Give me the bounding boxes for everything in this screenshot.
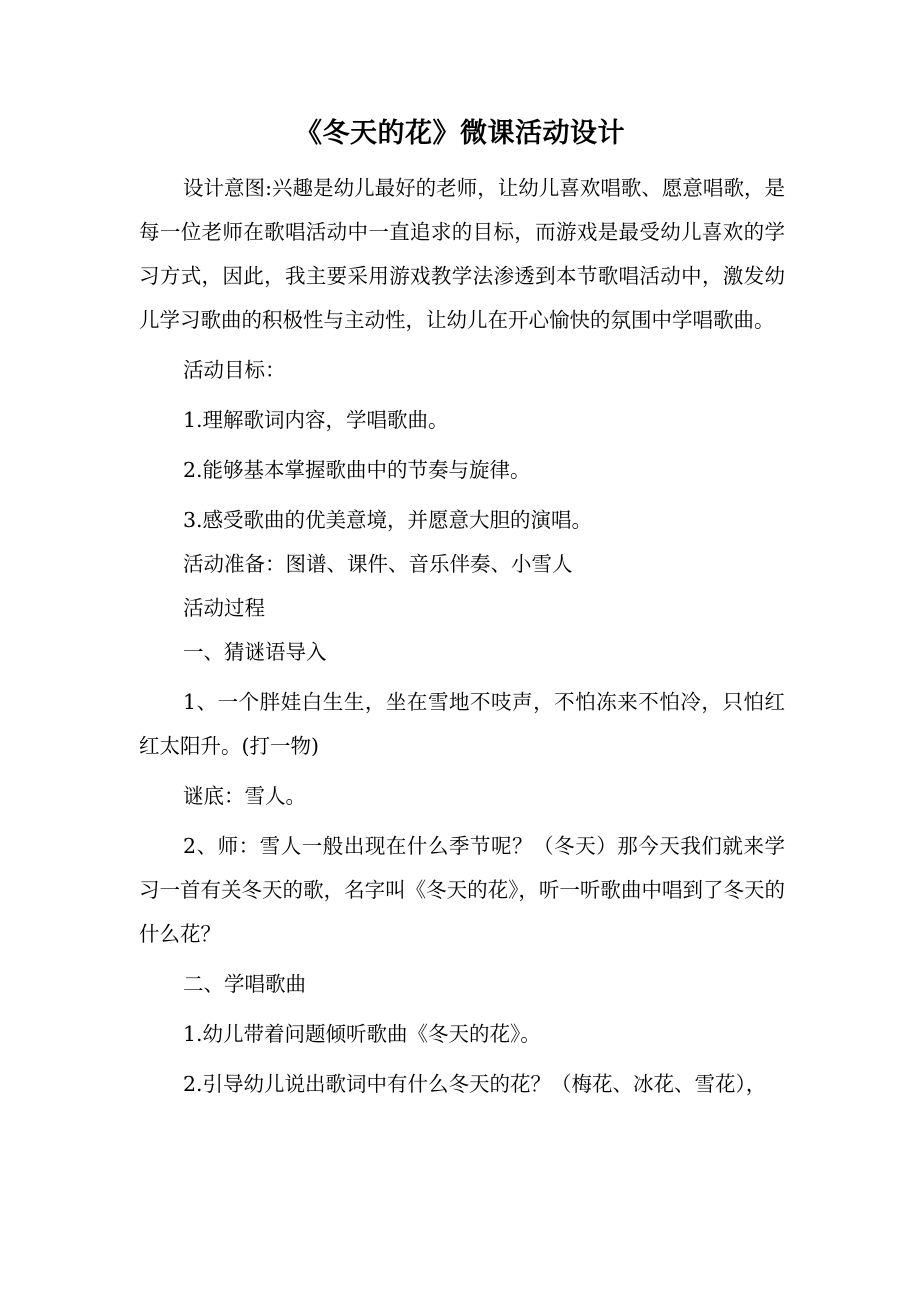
paragraph-goal-1: 1.理解歌词内容，学唱歌曲。 — [183, 408, 449, 432]
paragraph-teacher-question: 2、师：雪人一般出现在什么季节呢？（冬天）那今天我们就来学习一首有关冬天的歌，名字叫《冬天的花》，听一听歌曲中唱到了冬天的什么花？ — [139, 834, 785, 946]
paragraph-riddle: 1、一个胖娃白生生，坐在雪地不吱声，不怕冻来不怕冷，只怕红红太阳升。(打一物) — [139, 690, 785, 758]
document-body — [139, 166, 785, 1106]
paragraph-section-2-heading: 二、学唱歌曲 — [183, 972, 306, 996]
paragraph-goal-3: 3.感受歌曲的优美意境，并愿意大胆的演唱。 — [183, 508, 593, 532]
document-title: 《冬天的花》微课活动设计 — [295, 118, 625, 149]
paragraph-process-heading: 活动过程 — [183, 596, 265, 620]
paragraph-goal-2: 2.能够基本掌握歌曲中的节奏与旋律。 — [183, 458, 531, 482]
paragraph-preparation: 活动准备：图谱、课件、音乐伴奏、小雪人 — [183, 552, 573, 576]
paragraph-section-1-heading: 一、猜谜语导入 — [183, 640, 327, 664]
paragraph-design-intent: 设计意图:兴趣是幼儿最好的老师，让幼儿喜欢唱歌、愿意唱歌，是每一位老师在歌唱活动中一直追求的目标，而游戏是最受幼儿喜欢的学习方式，因此，我主要采用游戏教学法渗透到本节歌唱活动中，激发幼儿学习歌曲的积极性与主动性，让幼儿在开心愉快的氛围中学唱歌曲。 — [139, 176, 785, 332]
paragraph-listen: 1.幼儿带着问题倾听歌曲《冬天的花》。 — [183, 1022, 541, 1046]
paragraph-riddle-answer: 谜底：雪人。 — [183, 784, 306, 808]
paragraph-goals-heading: 活动目标： — [183, 358, 286, 382]
paragraph-guide: 2.引导幼儿说出歌词中有什么冬天的花？（梅花、冰花、雪花）， — [183, 1072, 767, 1096]
